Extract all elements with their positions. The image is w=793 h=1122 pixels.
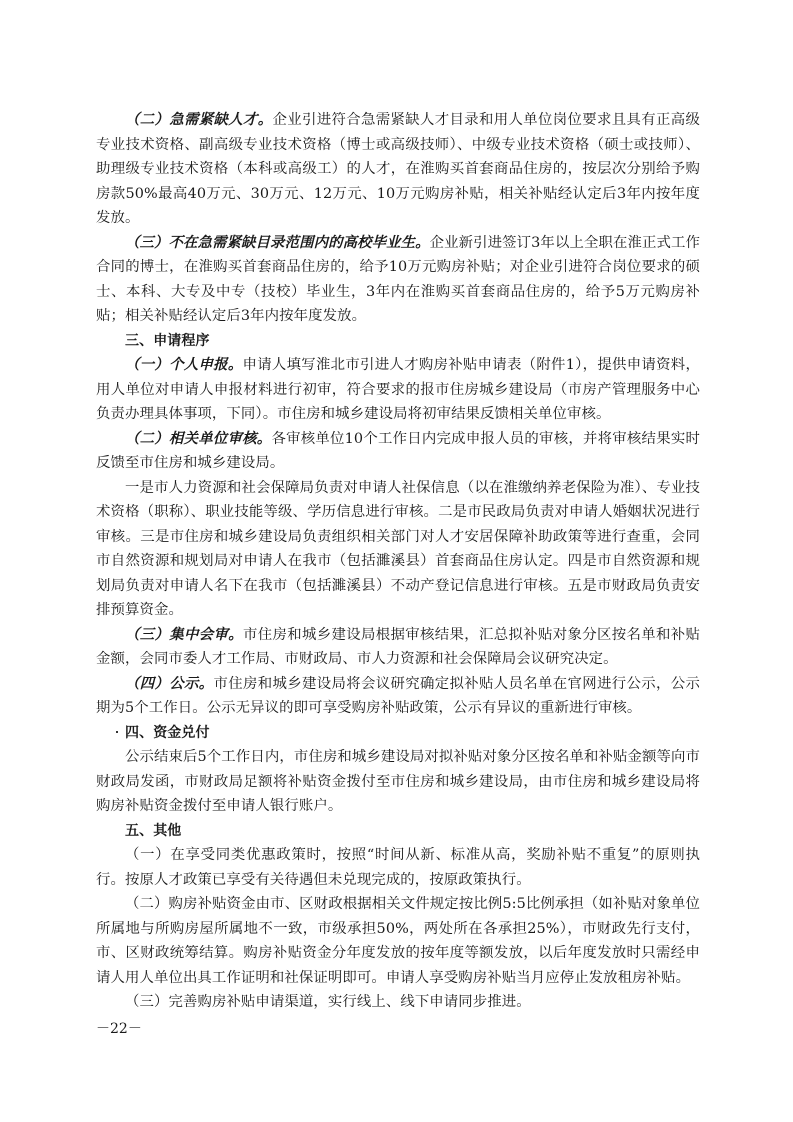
document-body: [96, 108, 700, 1015]
paragraph-text: 企业新引进签订3年以上全职在淮正式工作合同的博士，在淮购买首套商品住房的，给予10万元购房补贴；对企业引进符合岗位要求的硕士、本科、大专及中专（技校）毕业生，3年内在淮购买首套商品住房的，给予5万元购房补贴；相关补贴经认定后3年内按年度发放。: [96, 234, 700, 324]
paragraph-publicity: [96, 672, 700, 721]
paragraph-payment: 公示结束后5个工作日内，市住房和城乡建设局对拟补贴对象分区按名单和补贴金额等向市财政局发函，市财政局足额将补贴资金拨付至市住房和城乡建设局，由市住房和城乡建设局将购房补贴资金拨付至申请人银行账户。: [96, 749, 700, 814]
paragraph-lead: （三）不在急需紧缺目录范围内的高校毕业生。: [125, 233, 430, 251]
paragraph-lead: （二）相关单位审核。: [125, 429, 272, 447]
paragraph-joint-review: [96, 623, 700, 672]
paragraph-lead: （四）公示。: [125, 674, 214, 692]
paragraph-unit-review: [96, 427, 700, 476]
paragraph-other-2: （二）购房补贴资金由市、区财政根据相关文件规定按比例5:5比例承担（如补贴对象单位所属地与所购房屋所属地不一致，市级承担50%，两处所在各承担25%），市财政先行支付，市、区财政统筹结算。购房补贴资金分年度发放的按年度等额发放，以后年度发放时只需经申请人用人单位出具工作证明和社保证明即可。申请人享受购房补贴当月应停止发放租房补贴。: [96, 896, 700, 986]
paragraph-other-1: （一）在享受同类优惠政策时，按照“时间从新、标准从高，奖励补贴不重复”的原则执行。按原人才政策已享受有关待遇但未兑现完成的，按原政策执行。: [96, 847, 700, 888]
paragraph-urgent-talent: [96, 108, 700, 231]
paragraph-lead: （一）个人申报。: [125, 356, 243, 373]
paragraph-text: 市住房和城乡建设局将会议研究确定拟补贴人员名单在官网进行公示，公示期为5个工作日。公示无异议的即可享受购房补贴政策，公示有异议的重新进行审核。: [96, 675, 700, 716]
paragraph-lead: （三）集中会审。: [125, 625, 243, 643]
paragraph-text: 各审核单位10个工作日内完成申报人员的审核，并将审核结果实时反馈至市住房和城乡建设局。: [96, 430, 700, 471]
paragraph-personal-application: [96, 353, 700, 427]
paragraph-review-duties: 一是市人力资源和社会保障局负责对申请人社保信息（以在淮缴纳养老保险为准）、专业技术资格（职称）、职业技能等级、学历信息进行审核。二是市民政局负责对申请人婚姻状况进行审核。三是市住房和城乡建设局负责组织相关部门对人才安居保障补助政策等进行查重，会同市自然资源和规划局对申请人在我市（包括濉溪县）首套商品住房认定。四是市自然资源和规划局负责对申请人名下在我市（包括濉溪县）不动产登记信息进行审核。五是市财政局负责安排预算资金。: [96, 479, 700, 618]
paragraph-text: 市住房和城乡建设局根据审核结果，汇总拟补贴对象分区按名单和补贴金额，会同市委人才工作局、市财政局、市人力资源和社会保障局会议研究决定。: [96, 626, 700, 667]
paragraph-text: 申请人填写淮北市引进人才购房补贴申请表（附件1），提供申请资料，用人单位对申请人申报材料进行初审，符合要求的报市住房城乡建设局（市房产管理服务中心负责办理具体事项，下同）。市住房和城乡建设局将初审结果反馈相关单位审核。: [96, 357, 700, 422]
page-number: －22－: [96, 1021, 142, 1037]
paragraph-text: 企业引进符合急需紧缺人才目录和用人单位岗位要求且具有正高级专业技术资格、副高级专业技术资格（博士或高级技师）、中级专业技术资格（硕士或技师）、助理级专业技术资格（本科或高级工）的人才，在淮购买首套商品住房的，按层次分别给予购房款50%最高40万元、30万元、12万元、10万元购房补贴，相关补贴经认定后3年内按年度发放。: [96, 112, 700, 226]
paragraph-other-3: （三）完善购房补贴申请渠道，实行线上、线下申请同步推进。: [125, 994, 531, 1010]
paragraph-lead: （二）急需紧缺人才。: [125, 111, 273, 128]
section-heading-application: 三、申请程序: [125, 332, 210, 349]
section-heading-payment: 四、资金兑付: [125, 724, 210, 741]
section-heading-other: 五、其他: [125, 822, 182, 839]
paragraph-graduates: [96, 231, 700, 329]
scan-dot: [116, 731, 118, 733]
